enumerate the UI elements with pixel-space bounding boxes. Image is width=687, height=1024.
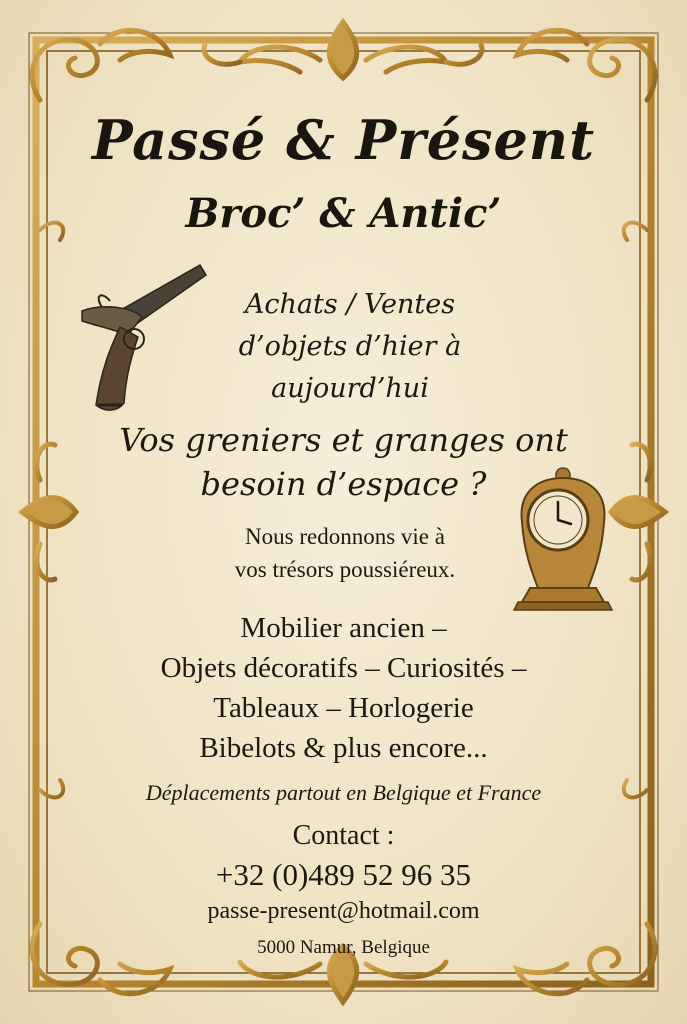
revive-line: Nous redonnons vie à [245, 524, 445, 549]
category-line: Tableaux – Horlogerie [213, 692, 474, 724]
offer-text [200, 284, 500, 410]
category-line: Bibelots & plus encore... [199, 732, 488, 764]
travel-text: Déplacements partout en Belgique et France [145, 780, 542, 805]
phone-number[interactable]: +32 (0)489 52 96 35 [215, 857, 472, 892]
question-line: Vos greniers et granges ont [119, 421, 568, 459]
email-address[interactable]: passe-present@hotmail.com [207, 898, 480, 924]
revive-text [150, 520, 540, 586]
revive-line: vos trésors poussiéreux. [234, 557, 456, 582]
offer-line: aujourd’hui [271, 373, 429, 404]
category-line: Mobilier ancien – [240, 612, 447, 644]
contact-label: Contact : [292, 820, 395, 851]
category-line: Objets décoratifs – Curiosités – [160, 652, 527, 684]
shop-subtitle: Broc’ & Antic’ [185, 190, 502, 237]
antique-pistol-icon [72, 255, 212, 420]
offer-line: d’objets d’hier à [238, 331, 462, 362]
offer-line: Achats / Ventes [244, 289, 456, 320]
mantel-clock-icon [508, 462, 618, 614]
question-line: besoin d’espace ? [200, 465, 487, 503]
categories-list [0, 608, 687, 768]
shop-title: Passé & Présent [91, 108, 596, 172]
postal-address: 5000 Namur, Belgique [257, 937, 430, 958]
